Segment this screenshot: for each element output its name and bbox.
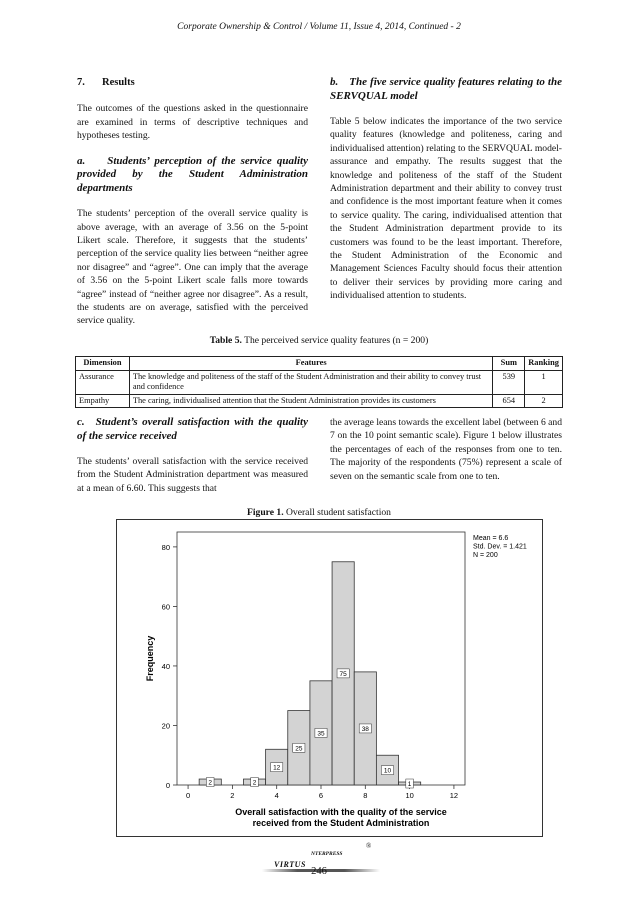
stats-line: Mean = 6.6	[473, 535, 509, 542]
figure-caption-text: Overall student satisfaction	[283, 507, 391, 518]
table-caption	[0, 335, 638, 346]
bar-label: 2	[208, 779, 213, 787]
header-sum: Sum	[493, 357, 525, 371]
cell-features: The caring, individualised attention that the Student Administration provides its customers	[129, 394, 493, 408]
stats-line: N = 200	[473, 552, 498, 559]
section-heading	[77, 76, 308, 89]
x-tick-label: 12	[449, 791, 459, 800]
subsection-c-title: c. Student’s overall satisfaction with the quality of the service received	[77, 416, 308, 442]
bar-label: 12	[273, 764, 281, 772]
y-axis-label: Frequency	[145, 635, 155, 682]
subsection-a-text: The students’ perception of the overall service quality is above average, with an average of 3.56 on the 5-point Likert scale. Therefore, it suggests that the students’ perception of the service quality lies between “neither agree nor disagree” and “agree”. One can imply that the average of 3.56 on the 5-point Likert scale falls more towards “agree” instead of “neither agree nor disagree”. As a result, the students are on average, satisfied with the perceived service quality.	[77, 208, 308, 327]
x-axis-label-line2: received from the Student Administration	[252, 818, 430, 828]
running-header: Corporate Ownership & Control / Volume 11, Issue 4, 2014, Continued - 2	[177, 22, 461, 32]
bar-label: 25	[295, 745, 303, 753]
histogram-chart	[117, 520, 544, 838]
logo-registered-mark: ®	[366, 842, 372, 850]
results-intro: The outcomes of the questions asked in the questionnaire are examined in terms of descriptive techniques and hypotheses testing.	[77, 103, 308, 142]
cell-sum: 654	[493, 394, 525, 408]
x-tick-label: 6	[318, 791, 324, 800]
x-axis-label-line1: Overall satisfaction with the quality of the service	[235, 807, 447, 817]
subsection-c-text-right: the average leans towards the excellent label (between 6 and 7 on the 10 point semantic scale). Figure 1 below illustrates the percentages of each of the responses from one to ten. The majority of the respondents (75%) represent a scale of seven on the semantic scale from one to ten.	[330, 417, 563, 482]
cell-dimension: Empathy	[76, 394, 130, 408]
y-tick-label: 0	[165, 781, 170, 790]
x-tick-label: 10	[405, 791, 414, 800]
left-column	[77, 76, 308, 340]
subsection-c-text-left: The students’ overall satisfaction with the service received from the Student Administration department was measured at a mean of 6.60. This suggests that	[77, 456, 308, 494]
servqual-table	[75, 356, 563, 408]
figure-caption	[0, 507, 638, 518]
table-header-row	[76, 357, 563, 371]
bar-label: 38	[361, 725, 369, 733]
section-number: 7.	[77, 77, 85, 88]
y-tick-label: 40	[161, 661, 170, 671]
logo-main-text: VIRTUS	[274, 860, 306, 869]
bar-label: 35	[317, 730, 325, 738]
cell-ranking: 1	[525, 370, 563, 394]
bar-label: 75	[339, 670, 347, 678]
subsection-a-title: a. Students’ perception of the service quality provided by the Student Administration departments	[77, 154, 308, 194]
stats-line: Std. Dev. = 1.421	[473, 543, 527, 551]
logo-sub-text: NTERPRESS	[311, 851, 343, 857]
figure-caption-label: Figure 1.	[247, 507, 284, 518]
table-row	[76, 394, 563, 408]
x-tick-label: 2	[230, 791, 235, 800]
y-tick-label: 80	[161, 542, 170, 552]
cell-ranking: 2	[525, 394, 563, 408]
cell-dimension: Assurance	[76, 370, 130, 394]
x-tick-label: 0	[185, 791, 191, 800]
bar-label: 1	[407, 781, 412, 789]
left-column-lower	[77, 416, 308, 507]
subsection-b-text: Table 5 below indicates the importance of the two service quality features (knowledge and politeness, caring and individualised attention) relating to the SERVQUAL model- assurance and empathy. The results suggest that the knowledge and politeness of the staff of the Student Administration department and their ability to convey trust and confidence is the most important feature when it comes to service quality. The caring, individualised attention that the Student Administration department provide to its customers was found to be the least important. Therefore, the Student Administration of the Economic and Management Sciences Faculty should focus their attention to deliver their services by providing more caring and individualised attention to students.	[330, 116, 562, 302]
y-tick-label: 60	[161, 602, 170, 612]
x-tick-label: 8	[363, 791, 368, 800]
table-caption-text: The perceived service quality features (n = 200)	[241, 335, 429, 346]
bar-label: 2	[252, 779, 257, 787]
header-ranking: Ranking	[525, 357, 563, 371]
right-column-lower	[330, 416, 562, 495]
y-tick-label: 20	[161, 721, 170, 731]
figure-histogram	[116, 519, 543, 837]
header-dimension: Dimension	[76, 357, 130, 371]
right-column	[330, 76, 562, 315]
subsection-b-title: b. The five service quality features relating to the SERVQUAL model	[330, 76, 562, 102]
bar-label: 10	[383, 767, 392, 775]
section-title: Results	[102, 77, 135, 88]
table-caption-label: Table 5.	[209, 335, 242, 346]
cell-features: The knowledge and politeness of the staff of the Student Administration and their ability to convey trust and confidence	[129, 370, 493, 394]
page-number: 246	[311, 866, 327, 877]
header-features: Features	[129, 357, 493, 371]
table-row	[76, 370, 563, 394]
x-tick-label: 4	[274, 791, 279, 800]
cell-sum: 539	[493, 370, 525, 394]
